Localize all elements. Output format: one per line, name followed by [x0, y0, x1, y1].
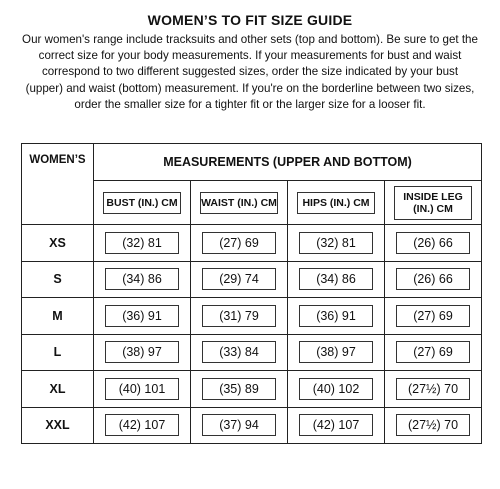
waist-cell [191, 225, 288, 262]
cell-value: (27½) 70 [396, 378, 469, 400]
table-row [22, 298, 482, 335]
hips-cell [288, 407, 385, 444]
intro-paragraph: Our women's range include tracksuits and other sets (top and bottom). Be sure to get the correct size for your body measurements. If your measurements for bust and waist correspond to two different suggested sizes, order the size indicated by your bust (upper) and waist (bottom) measurement. If you're on the borderline between two sizes, order the smaller size for a tighter fit or the larger size for a looser fit. [22, 33, 478, 111]
column-header-label: INSIDE LEG (IN.) CM [394, 186, 473, 220]
bust-cell [94, 298, 191, 335]
hips-cell [288, 371, 385, 408]
cell-value: (32) 81 [105, 232, 178, 254]
waist-cell [191, 407, 288, 444]
cell-value: (40) 102 [299, 378, 372, 400]
bust-cell [94, 225, 191, 262]
table-row [22, 371, 482, 408]
table-row [22, 225, 482, 262]
cell-value: (36) 91 [299, 305, 372, 327]
cell-value: (27) 69 [396, 341, 469, 363]
inside-leg-cell [385, 407, 482, 444]
inside-leg-cell [385, 225, 482, 262]
column-header-waist [191, 181, 288, 225]
corner-label: WOMEN’S [29, 154, 86, 166]
size-label: S [22, 261, 94, 298]
hips-cell [288, 261, 385, 298]
cell-value: (40) 101 [105, 378, 178, 400]
cell-value: (27) 69 [202, 232, 275, 254]
column-header-hips [288, 181, 385, 225]
bust-cell [94, 371, 191, 408]
column-header-label: BUST (IN.) CM [103, 192, 182, 214]
table-row [22, 261, 482, 298]
hips-cell [288, 334, 385, 371]
measurements-group-header: MEASUREMENTS (UPPER AND BOTTOM) [94, 144, 482, 181]
cell-value: (38) 97 [299, 341, 372, 363]
hips-cell [288, 225, 385, 262]
cell-value: (31) 79 [202, 305, 275, 327]
size-label: XXL [22, 407, 94, 444]
cell-value: (26) 66 [396, 268, 469, 290]
cell-value: (27½) 70 [396, 414, 469, 436]
size-label: XS [22, 225, 94, 262]
cell-value: (33) 84 [202, 341, 275, 363]
column-header-inside-leg [385, 181, 482, 225]
waist-cell [191, 298, 288, 335]
bust-cell [94, 334, 191, 371]
column-header-bust [94, 181, 191, 225]
cell-value: (29) 74 [202, 268, 275, 290]
waist-cell [191, 334, 288, 371]
table-header-row [22, 144, 482, 181]
hips-cell [288, 298, 385, 335]
cell-value: (37) 94 [202, 414, 275, 436]
cell-value: (36) 91 [105, 305, 178, 327]
size-guide-table [21, 143, 482, 444]
column-header-label: WAIST (IN.) CM [200, 192, 279, 214]
page-title: WOMEN’S TO FIT SIZE GUIDE [147, 12, 353, 28]
cell-value: (38) 97 [105, 341, 178, 363]
cell-value: (42) 107 [299, 414, 372, 436]
table-row [22, 407, 482, 444]
table-row [22, 334, 482, 371]
inside-leg-cell [385, 298, 482, 335]
cell-value: (34) 86 [105, 268, 178, 290]
inside-leg-cell [385, 261, 482, 298]
cell-value: (34) 86 [299, 268, 372, 290]
size-label: L [22, 334, 94, 371]
cell-value: (27) 69 [396, 305, 469, 327]
cell-value: (26) 66 [396, 232, 469, 254]
waist-cell [191, 371, 288, 408]
size-label: M [22, 298, 94, 335]
waist-cell [191, 261, 288, 298]
inside-leg-cell [385, 371, 482, 408]
cell-value: (35) 89 [202, 378, 275, 400]
bust-cell [94, 407, 191, 444]
column-header-label: HIPS (IN.) CM [297, 192, 376, 214]
bust-cell [94, 261, 191, 298]
corner-header [22, 144, 94, 225]
size-label: XL [22, 371, 94, 408]
cell-value: (32) 81 [299, 232, 372, 254]
cell-value: (42) 107 [105, 414, 178, 436]
inside-leg-cell [385, 334, 482, 371]
